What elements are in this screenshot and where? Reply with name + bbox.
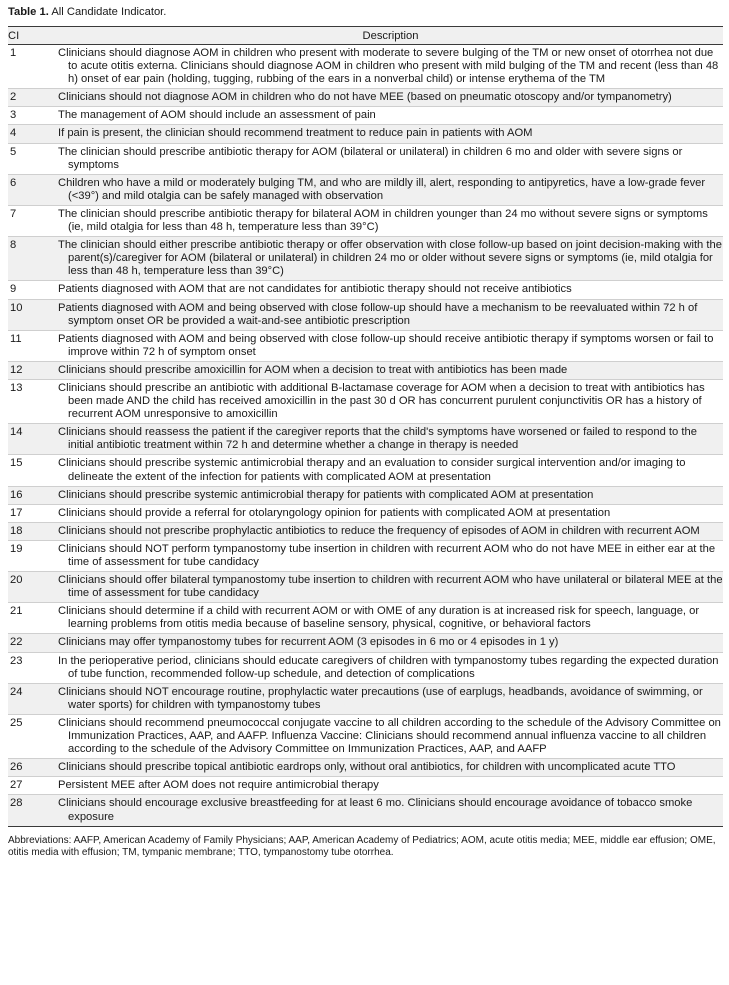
row-description-cell [58, 89, 723, 107]
row-description-cell [58, 572, 723, 603]
table-row [8, 237, 723, 281]
table-row [8, 795, 723, 826]
row-description-cell [58, 759, 723, 777]
row-ci: 4 [10, 127, 17, 140]
table-row [8, 330, 723, 361]
row-description: Clinicians should NOT encourage routine, prophylactic water precautions (use of earplugs, headbands, avoidance of swimming, or water sports) for children with tympanostomy tubes [58, 685, 703, 711]
row-description-cell [58, 777, 723, 795]
row-ci: 28 [10, 797, 23, 810]
row-ci: 21 [10, 605, 23, 618]
row-ci: 3 [10, 109, 17, 122]
row-description-cell [58, 504, 723, 522]
row-ci: 18 [10, 524, 23, 537]
table-row [8, 281, 723, 299]
row-description: Clinicians should determine if a child with recurrent AOM or with OME of any duration is at increased risk for speech, language, or learning problems from otitis media because of baseline sensory, physical, cognitive, or behavioral factors [58, 605, 700, 631]
row-description: In the perioperative period, clinicians should educate caregivers of children with tympanostomy tubes regarding the expected duration of tube function, recommended follow-up schedule, and detection of complications [58, 654, 719, 680]
row-description: Children who have a mild or moderately bulging TM, and who are mildly ill, alert, responding to antipyretics, have a low-grade fever (<39°) and mild otalgia can be safely managed with observation [58, 176, 706, 202]
row-description: Clinicians should recommend pneumococcal conjugate vaccine to all children according to the schedule of the Advisory Committee on Immunization Practices, AAP, and AAFP. Influenza Vaccine: Clinicians should recommend annual influenza vaccine to all children according to the schedule of the Advisory Committee on Immunization Practices, AAP, and AAFP [58, 716, 721, 756]
row-ci: 2 [10, 91, 17, 104]
row-description-cell [58, 683, 723, 714]
row-ci: 13 [10, 381, 23, 394]
row-ci: 23 [10, 654, 23, 667]
row-ci: 16 [10, 488, 23, 501]
row-ci: 14 [10, 426, 23, 439]
table-row [8, 540, 723, 571]
row-ci: 25 [10, 716, 23, 729]
table-row [8, 299, 723, 330]
row-ci: 26 [10, 761, 23, 774]
header-description: Description [362, 29, 419, 42]
row-description: Clinicians should provide a referral for otolaryngology opinion for patients with complicated AOM at presentation [58, 506, 611, 519]
row-ci: 6 [10, 176, 17, 189]
row-description-cell [58, 299, 723, 330]
table-row [8, 125, 723, 143]
table-row [8, 379, 723, 423]
indicator-table [8, 26, 723, 827]
row-ci: 1 [10, 47, 17, 59]
table-row [8, 424, 723, 455]
row-description-cell [58, 455, 723, 486]
table-body [8, 45, 723, 827]
table-row [8, 634, 723, 652]
row-description-cell [58, 107, 723, 125]
table-row [8, 504, 723, 522]
header-row [8, 27, 723, 45]
row-description-cell [58, 379, 723, 423]
table-footnote: Abbreviations: AAFP, American Academy of Family Physicians; AAP, American Academy of Pediatrics; AOM, acute otitis media; MEE, middle ear effusion; OME, otitis media with effusion; TM, tympanic membrane; TTO, tympanostomy tube otorrhea. [8, 834, 716, 858]
row-description-cell [58, 361, 723, 379]
table-row [8, 89, 723, 107]
table-row [8, 683, 723, 714]
row-description: Clinicians should not prescribe prophylactic antibiotics to reduce the frequency of episodes of AOM in children with recurrent AOM [58, 524, 700, 537]
row-description: Patients diagnosed with AOM and being observed with close follow-up should receive antibiotic therapy if symptoms worsen or fail to improve within 72 h of symptom onset [58, 332, 714, 358]
table-title: All Candidate Indicator. [51, 6, 167, 18]
row-description: Clinicians should encourage exclusive breastfeeding for at least 6 mo. Clinicians should encourage avoidance of tobacco smoke exposure [58, 797, 693, 823]
row-description: Persistent MEE after AOM does not require antimicrobial therapy [58, 779, 379, 792]
table-row [8, 455, 723, 486]
row-description-cell [58, 125, 723, 143]
table-row [8, 174, 723, 205]
row-description-cell [58, 330, 723, 361]
row-description: Clinicians should prescribe an antibiotic with additional B-lactamase coverage for AOM when a decision to treat with antibiotics has been made AND the child has received amoxicillin in the past 30 d OR has concurrent purulent conjunctivitis OR has a history of recurrent AOM unresponsive to amoxicillin [58, 381, 705, 421]
row-description-cell [58, 795, 723, 826]
table-row [8, 107, 723, 125]
row-description: Clinicians should prescribe topical antibiotic eardrops only, without oral antibiotics, for children with uncomplicated acute TTO [58, 761, 676, 774]
table-row [8, 205, 723, 236]
row-ci: 10 [10, 301, 23, 314]
row-ci: 11 [10, 332, 22, 345]
row-description: Clinicians should prescribe systemic antimicrobial therapy for patients with complicated AOM at presentation [58, 488, 594, 501]
row-ci: 24 [10, 685, 23, 698]
row-description-cell [58, 634, 723, 652]
table-row [8, 603, 723, 634]
row-description-cell [58, 714, 723, 758]
row-description: Clinicians should prescribe amoxicillin for AOM when a decision to treat with antibiotics has been made [58, 363, 568, 376]
row-description: Patients diagnosed with AOM and being observed with close follow-up should have a mechanism to be reevaluated within 72 h of symptom onset OR be provided a wait-and-see antibiotic prescription [58, 301, 698, 327]
row-description: The management of AOM should include an assessment of pain [58, 109, 376, 122]
table-row [8, 45, 723, 89]
row-ci: 5 [10, 145, 17, 158]
row-description-cell [58, 45, 723, 89]
row-description-cell [58, 174, 723, 205]
row-description: Clinicians should diagnose AOM in children who present with moderate to severe bulging of the TM or new onset of otorrhea not due to acute otitis externa. Clinicians should diagnose AOM in children who present with mild bulging of the TM and recent (less than 48 h) onset of ear pain (holding, tugging, rubbing of the ears in a nonverbal child) or intense erythema of the TM [58, 47, 719, 86]
table-row [8, 759, 723, 777]
table-row [8, 714, 723, 758]
row-description: Clinicians should prescribe systemic antimicrobial therapy and an evaluation to consider surgical intervention and/or imaging to delineate the extent of the infection for patients with complicated AOM at presentation [58, 457, 686, 483]
row-description-cell [58, 143, 723, 174]
table-row [8, 361, 723, 379]
row-description-cell [58, 540, 723, 571]
row-description-cell [58, 522, 723, 540]
table-row [8, 486, 723, 504]
row-ci: 15 [10, 457, 23, 470]
row-ci: 7 [10, 207, 17, 220]
row-description: The clinician should either prescribe antibiotic therapy or offer observation with close follow-up based on joint decision-making with the parent(s)/caregiver for AOM (bilateral or unilateral) in children 24 mo or older without severe signs or symptoms (ie, mild otalgia for less than 48 h, temperature less than 39°C) [58, 239, 722, 278]
table-label: Table 1. [8, 6, 49, 18]
row-description: Patients diagnosed with AOM that are not candidates for antibiotic therapy should not receive antibiotics [58, 283, 572, 296]
row-description: Clinicians should offer bilateral tympanostomy tube insertion to children with recurrent AOM who have unilateral or bilateral MEE at the time of assessment for tube candidacy [58, 574, 723, 600]
row-ci: 9 [10, 283, 17, 296]
table-caption [8, 5, 723, 19]
row-ci: 12 [10, 363, 23, 376]
row-description: If pain is present, the clinician should recommend treatment to reduce pain in patients with AOM [58, 127, 533, 140]
row-description-cell [58, 486, 723, 504]
row-description-cell [58, 424, 723, 455]
row-ci: 27 [10, 779, 23, 792]
row-description: The clinician should prescribe antibiotic therapy for AOM (bilateral or unilateral) in children 6 mo and older with severe signs or symptoms [58, 145, 683, 171]
row-ci: 22 [10, 636, 23, 649]
row-description: Clinicians should NOT perform tympanostomy tube insertion in children with recurrent AOM who do not have MEE in either ear at the time of assessment for tube candidacy [58, 542, 716, 568]
row-description-cell [58, 237, 723, 281]
table-row [8, 572, 723, 603]
row-description: Clinicians should reassess the patient if the caregiver reports that the child's symptoms have worsened or failed to respond to the initial antibiotic treatment within 72 h and determine whether a change in therapy is needed [58, 426, 697, 452]
table-row [8, 777, 723, 795]
row-ci: 8 [10, 239, 17, 252]
row-description-cell [58, 281, 723, 299]
row-ci: 20 [10, 574, 23, 587]
row-ci: 17 [10, 506, 23, 519]
row-description: The clinician should prescribe antibiotic therapy for bilateral AOM in children younger than 24 mo without severe signs or symptoms (ie, mild otalgia for less than 48 h, temperature less than 39°C) [58, 207, 708, 234]
row-description-cell [58, 603, 723, 634]
table-row [8, 652, 723, 683]
table-header [8, 27, 723, 45]
row-ci: 19 [10, 542, 23, 555]
row-description: Clinicians should not diagnose AOM in children who do not have MEE (based on pneumatic otoscopy and/or tympanometry) [58, 91, 672, 104]
row-description-cell [58, 652, 723, 683]
table-row [8, 522, 723, 540]
row-description: Clinicians may offer tympanostomy tubes for recurrent AOM (3 episodes in 6 mo or 4 episodes in 1 y) [58, 636, 559, 649]
table-row [8, 143, 723, 174]
row-description-cell [58, 205, 723, 236]
header-ci: CI [8, 29, 20, 42]
